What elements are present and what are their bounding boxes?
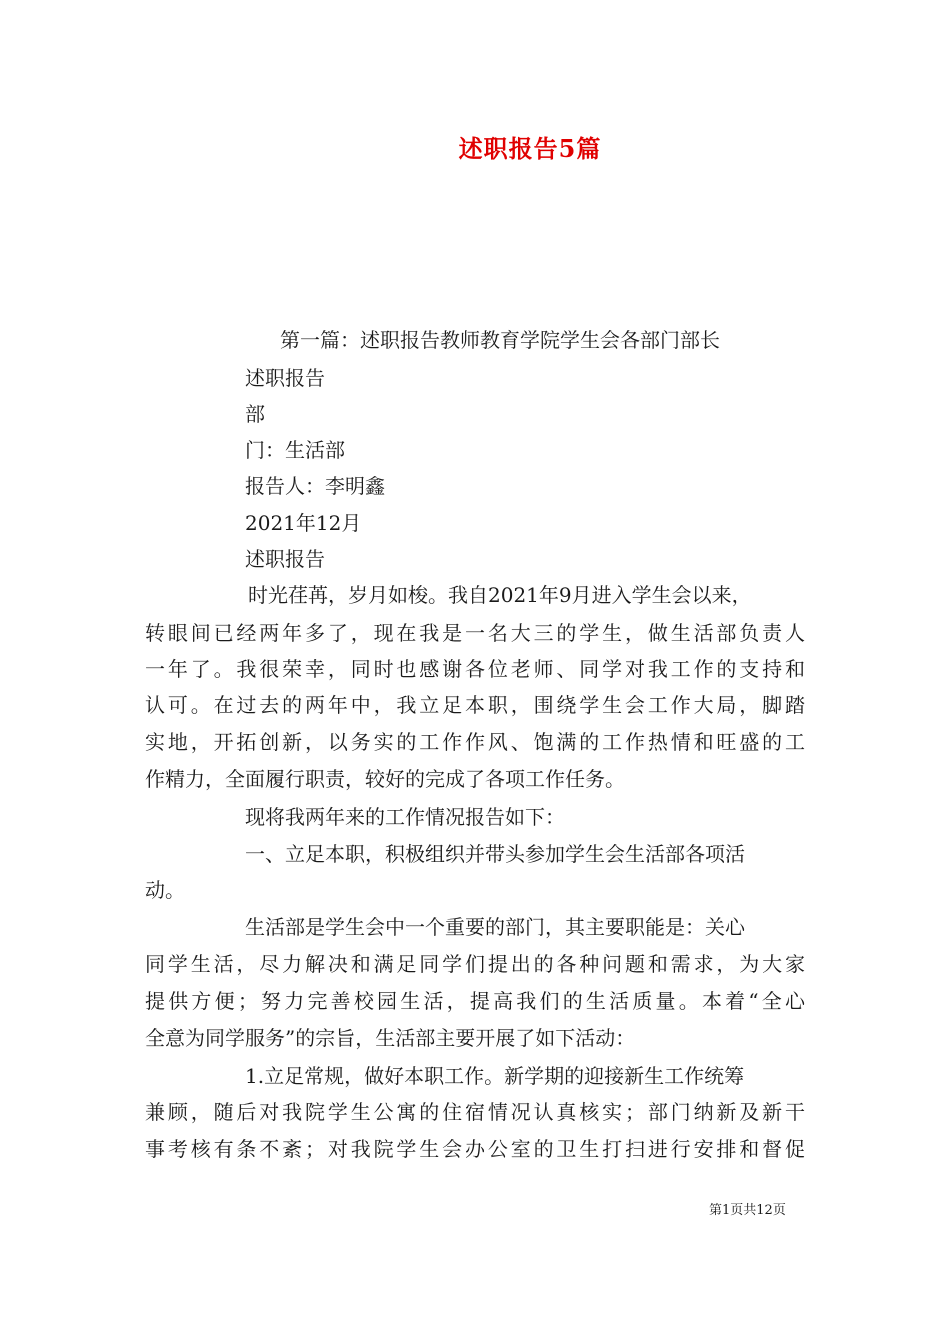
cover-dept-prefix: 部 <box>245 402 265 426</box>
cover-label-report: 述职报告 <box>245 366 325 390</box>
cover-reporter-line: 报告人：李明鑫 <box>245 474 385 498</box>
paragraph-line: 时光荏苒，岁月如梭。我自2021年9月进入学生会以来， <box>248 583 752 607</box>
paragraph-line: 现将我两年来的工作情况报告如下： <box>245 805 565 829</box>
paragraph-line: 1.立足常规，做好本职工作。新学期的迎接新生工作统筹 <box>245 1064 745 1088</box>
paragraph-line: 一年了。我很荣幸，同时也感谢各位老师、同学对我工作的支持和 <box>145 657 805 681</box>
list-heading-line: 动。 <box>145 878 185 902</box>
page-number-footer: 第1页共12页 <box>709 1203 786 1218</box>
paragraph-line: 作精力，全面履行职责，较好的完成了各项工作任务。 <box>145 767 625 791</box>
paragraph-line: 生活部是学生会中一个重要的部门，其主要职能是：关心 <box>245 915 745 939</box>
document-title: 述职报告5篇 <box>458 134 602 163</box>
paragraph-line: 认可。在过去的两年中，我立足本职，围绕学生会工作大局，脚踏 <box>145 693 805 717</box>
section-heading: 第一篇：述职报告教师教育学院学生会各部门部长 <box>280 328 720 352</box>
paragraph-line: 全意为同学服务”的宗旨，生活部主要开展了如下活动： <box>145 1026 636 1050</box>
paragraph-line: 转眼间已经两年多了，现在我是一名大三的学生，做生活部负责人 <box>145 621 805 645</box>
paragraph-line: 提供方便；努力完善校园生活，提高我们的生活质量。本着“全心 <box>145 989 805 1013</box>
paragraph-line: 实地，开拓创新，以务实的工作作风、饱满的工作热情和旺盛的工 <box>145 730 805 754</box>
cover-date-line: 2021年12月 <box>245 511 362 535</box>
list-heading-line: 一、立足本职，积极组织并带头参加学生会生活部各项活 <box>245 842 745 866</box>
paragraph-line: 事考核有条不紊；对我院学生会办公室的卫生打扫进行安排和督促 <box>145 1137 805 1161</box>
cover-label-report-2: 述职报告 <box>245 547 325 571</box>
cover-dept-line: 门：生活部 <box>245 438 345 462</box>
paragraph-line: 兼顾，随后对我院学生公寓的住宿情况认真核实；部门纳新及新干 <box>145 1100 805 1124</box>
paragraph-line: 同学生活，尽力解决和满足同学们提出的各种问题和需求，为大家 <box>145 952 805 976</box>
